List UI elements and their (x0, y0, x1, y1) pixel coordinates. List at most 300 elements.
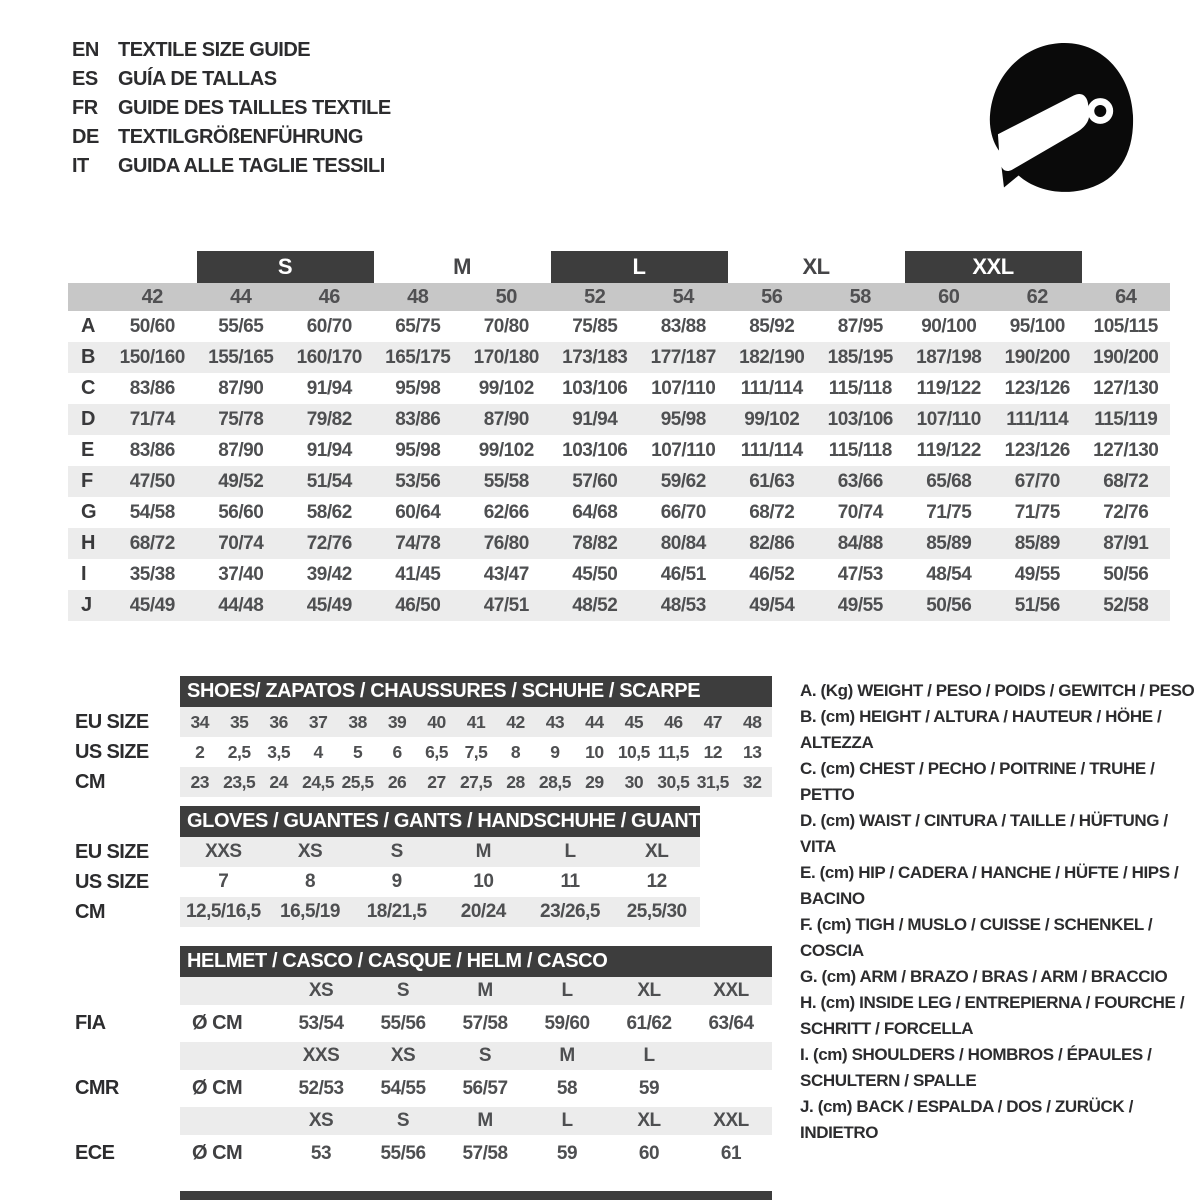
measurement-value: 84/88 (837, 532, 883, 554)
legend-item: C. (cm) CHEST / PECHO / POITRINE / TRUHE / PETTO (800, 759, 1155, 804)
row-letter: C (81, 377, 95, 399)
value-cell: 48 (743, 711, 762, 732)
measurement-value: 76/80 (483, 532, 529, 554)
language-row (72, 94, 391, 123)
measurement-value: 103/106 (562, 377, 628, 399)
value-cell: 53 (310, 1142, 332, 1164)
section-header (68, 676, 772, 707)
measurement-value: 83/86 (395, 408, 441, 430)
measurement-value: 47/53 (837, 563, 883, 585)
measurement-value: 165/175 (385, 346, 451, 368)
helmet-icon (973, 28, 1145, 206)
value-cell: 9 (550, 741, 560, 762)
measurement-value: 91/94 (306, 377, 352, 399)
measurement-value: 55/58 (483, 470, 529, 492)
measurement-value: 170/180 (473, 346, 539, 368)
value-cell: 11,5 (657, 741, 689, 762)
language-row (72, 152, 391, 181)
language-code: EN (72, 39, 99, 61)
value-cell: 60 (638, 1142, 660, 1164)
measurement-value: 107/110 (916, 408, 981, 430)
value-cell: 31,5 (696, 771, 729, 792)
measurement-row (68, 435, 1170, 466)
value-cell: 56/57 (462, 1077, 508, 1099)
helmet-size-label: XS (390, 1045, 416, 1066)
value-cell: 45 (624, 711, 644, 732)
helmet-values-row (68, 1135, 772, 1172)
measurement-row (68, 311, 1170, 342)
measurement-value: 90/100 (921, 315, 977, 337)
size-number-row (68, 283, 1170, 311)
measurement-value: 58/62 (306, 501, 352, 523)
value-cell: XL (645, 841, 669, 862)
unit-spacer (180, 1107, 280, 1135)
value-cell: 52/53 (298, 1077, 344, 1099)
legend-item: G. (cm) ARM / BRAZO / BRAS / ARM / BRACCIO (800, 967, 1168, 986)
value-cell: 7,5 (464, 741, 488, 762)
helmet-sizes-row (68, 1042, 772, 1070)
row-side-label: EU SIZE (75, 710, 149, 733)
value-cell: 7 (218, 871, 229, 892)
row-side-label: CM (75, 770, 105, 793)
measurement-value: 53/56 (395, 470, 441, 492)
language-title-list (72, 36, 391, 181)
measurement-value: 99/102 (478, 377, 534, 399)
measurement-value: 65/75 (395, 315, 441, 337)
measurement-legend (800, 678, 1200, 1146)
value-cell: 36 (269, 711, 288, 732)
value-cell: 13 (743, 741, 762, 762)
measurement-value: 123/126 (1004, 377, 1070, 399)
row-side-label: US SIZE (75, 870, 149, 893)
value-cell: 24,5 (302, 771, 335, 792)
value-cell: L (564, 841, 576, 862)
value-cell: 42 (506, 711, 525, 732)
measurement-value: 51/56 (1014, 594, 1060, 616)
value-cell: 20/24 (460, 901, 506, 922)
measurement-value: 111/114 (1006, 408, 1069, 430)
standard-label: CMR (75, 1077, 119, 1099)
value-cell: 35 (229, 711, 249, 732)
value-cell: 46 (664, 711, 683, 732)
measurement-row (68, 342, 1170, 373)
measurement-value: 119/122 (916, 439, 981, 461)
row-side-spacer (68, 1042, 180, 1070)
values-grid (180, 737, 772, 767)
measurement-value: 57/60 (572, 470, 618, 492)
measurement-value: 107/110 (651, 439, 716, 461)
value-cell: XXS (205, 841, 242, 862)
section-row (68, 767, 772, 797)
helmet-size-label: M (559, 1045, 575, 1066)
measurement-value: 46/50 (395, 594, 441, 616)
helmet-sizes-row (68, 1107, 772, 1135)
measurement-value: 85/89 (926, 532, 972, 554)
textile-size-table (68, 251, 1170, 621)
measurement-value: 95/98 (660, 408, 706, 430)
value-cell: 3,5 (267, 741, 291, 762)
sizes-grid (180, 977, 772, 1005)
value-cell (690, 1070, 772, 1107)
shoes-size-table (68, 676, 772, 797)
measurement-row (68, 404, 1170, 435)
legend-item: E. (cm) HIP / CADERA / HANCHE / HÜFTE / HIPS / BACINO (800, 863, 1179, 908)
size-group-s: S (197, 251, 374, 283)
measurement-value: 64/68 (572, 501, 618, 523)
language-title: GUÍA DE TALLAS (118, 68, 277, 90)
section-side-spacer (68, 946, 180, 977)
size-number: 54 (672, 285, 694, 308)
value-cell: 6,5 (425, 741, 448, 762)
language-code: DE (72, 126, 99, 148)
measurement-value: 70/74 (837, 501, 883, 523)
value-cell: 53/54 (298, 1012, 344, 1034)
row-letter: G (81, 501, 97, 523)
language-row (72, 123, 391, 152)
measurement-value: 50/56 (926, 594, 972, 616)
helmet-size-label: M (477, 980, 493, 1001)
measurement-value: 82/86 (749, 532, 795, 554)
measurement-value: 115/119 (1094, 408, 1158, 430)
unit-cell: Ø CM (192, 1012, 243, 1034)
size-number: 62 (1026, 285, 1048, 308)
value-cell: 55/56 (380, 1142, 426, 1164)
unit-cell: Ø CM (192, 1077, 243, 1099)
measurement-value: 85/92 (749, 315, 795, 337)
measurement-value: 103/106 (562, 439, 628, 461)
section-row (68, 897, 700, 927)
size-number: 58 (849, 285, 871, 308)
measurement-value: 91/94 (306, 439, 352, 461)
value-cell: 24 (269, 771, 288, 792)
measurement-value: 190/200 (1004, 346, 1070, 368)
measurement-value: 87/90 (218, 377, 264, 399)
language-title: TEXTILE SIZE GUIDE (118, 39, 311, 61)
measurement-value: 99/102 (744, 408, 800, 430)
value-cell: 4 (313, 741, 323, 762)
unit-spacer (180, 977, 280, 1005)
values-grid (180, 1070, 772, 1107)
size-number: 64 (1115, 285, 1137, 308)
corner-spacer (68, 283, 108, 311)
value-cell: 28 (506, 771, 525, 792)
measurement-value: 63/66 (837, 470, 883, 492)
size-group-row (68, 251, 1170, 283)
measurement-value: 78/82 (572, 532, 618, 554)
gloves-size-table (68, 806, 706, 927)
measurement-value: 45/49 (306, 594, 352, 616)
size-group-xl: XL (802, 254, 830, 279)
language-code: ES (72, 68, 98, 90)
value-cell: 61/62 (626, 1012, 672, 1034)
language-code: FR (72, 97, 98, 119)
measurement-value: 61/63 (749, 470, 795, 492)
measurement-value: 55/65 (218, 315, 264, 337)
measurement-value: 44/48 (218, 594, 264, 616)
row-side-label: US SIZE (75, 740, 149, 763)
helmet-values-row (68, 1070, 772, 1107)
measurement-value: 71/75 (926, 501, 972, 523)
value-cell: 18/21,5 (366, 901, 427, 922)
measurement-value: 74/78 (395, 532, 441, 554)
measurement-value: 103/106 (827, 408, 893, 430)
value-cell: S (390, 841, 403, 862)
measurement-value: 35/38 (129, 563, 175, 585)
measurement-value: 119/122 (916, 377, 981, 399)
values-grid (180, 1135, 772, 1172)
values-grid (180, 707, 772, 737)
size-number: 42 (141, 285, 163, 308)
measurement-value: 49/55 (1014, 563, 1060, 585)
row-letter: J (81, 594, 92, 616)
unit-spacer (180, 1042, 280, 1070)
row-letter: B (81, 346, 95, 368)
section-title-bar: SHOES/ ZAPATOS / CHAUSSURES / SCHUHE / SCARPE (180, 676, 772, 707)
row-letter: E (81, 439, 94, 461)
measurement-value: 85/89 (1014, 532, 1060, 554)
measurement-value: 54/58 (129, 501, 175, 523)
measurement-value: 37/40 (218, 563, 264, 585)
row-letter: D (81, 408, 95, 430)
value-cell: 9 (391, 871, 402, 892)
values-grid (180, 837, 700, 867)
measurement-row (68, 497, 1170, 528)
value-cell: 55/56 (380, 1012, 426, 1034)
measurement-value: 68/72 (129, 532, 175, 554)
value-cell: 10,5 (617, 741, 650, 762)
helmet-size-label: S (478, 1045, 492, 1066)
measurement-value: 83/86 (129, 377, 175, 399)
measurement-row (68, 466, 1170, 497)
value-cell: 39 (387, 711, 407, 732)
size-number: 46 (318, 285, 340, 308)
value-cell: 63/64 (708, 1012, 754, 1034)
helmet-size-label: L (561, 980, 573, 1001)
value-cell: 37 (308, 711, 328, 732)
measurement-value: 49/54 (749, 594, 795, 616)
value-cell: 16,5/19 (280, 901, 340, 922)
value-cell: 27,5 (459, 771, 493, 792)
value-cell: 57/58 (462, 1142, 508, 1164)
measurement-value: 105/115 (1093, 315, 1158, 337)
measurement-value: 111/114 (740, 439, 803, 461)
values-grid (180, 1005, 772, 1042)
value-cell: 30 (624, 771, 644, 792)
bottom-bar (180, 1191, 772, 1200)
measurement-value: 87/90 (483, 408, 529, 430)
measurement-value: 187/198 (916, 346, 982, 368)
measurement-value: 150/160 (119, 346, 185, 368)
measurement-row (68, 559, 1170, 590)
measurement-value: 107/110 (651, 377, 716, 399)
value-cell: 2,5 (227, 741, 251, 762)
row-letter: F (81, 470, 93, 492)
row-letter: H (81, 532, 95, 554)
value-cell: 58 (556, 1077, 578, 1099)
measurement-value: 48/52 (572, 594, 618, 616)
measurement-value: 83/88 (660, 315, 706, 337)
measurement-value: 46/51 (660, 563, 706, 585)
measurement-value: 45/49 (129, 594, 175, 616)
value-cell: 25,5/30 (626, 901, 687, 922)
value-cell: 59/60 (544, 1012, 590, 1034)
value-cell: 8 (510, 741, 521, 762)
legend-item: I. (cm) SHOULDERS / HOMBROS / ÉPAULES / SCHULTERN / SPALLE (800, 1045, 1152, 1090)
section-side-spacer (68, 676, 180, 707)
size-number: 48 (407, 285, 429, 308)
helmet-size-label: XXL (713, 980, 749, 1001)
legend-item: A. (Kg) WEIGHT / PESO / POIDS / GEWITCH / PESO (800, 681, 1195, 700)
value-cell: 5 (352, 741, 363, 762)
measurement-value: 115/118 (828, 377, 892, 399)
language-title: GUIDE DES TAILLES TEXTILE (118, 97, 391, 119)
measurement-value: 51/54 (306, 470, 352, 492)
helmet-size-label: XL (637, 1110, 661, 1131)
helmet-size-label: XXL (713, 1110, 749, 1131)
row-side-spacer (68, 1107, 180, 1135)
measurement-value: 95/100 (1009, 315, 1065, 337)
measurement-value: 70/74 (218, 532, 264, 554)
measurement-value: 68/72 (749, 501, 795, 523)
section-title-bar: GLOVES / GUANTES / GANTS / HANDSCHUHE / GUANTI (180, 806, 700, 837)
measurement-row (68, 373, 1170, 404)
measurement-value: 127/130 (1093, 377, 1159, 399)
measurement-value: 60/64 (395, 501, 441, 523)
values-grid (180, 867, 700, 897)
size-number: 44 (230, 285, 252, 308)
value-cell: 12,5/16,5 (185, 901, 261, 922)
standard-label: FIA (75, 1012, 106, 1034)
value-cell: 43 (545, 711, 565, 732)
language-row (72, 65, 391, 94)
section-row (68, 867, 700, 897)
section-side-spacer (68, 806, 180, 837)
measurement-value: 47/50 (129, 470, 175, 492)
measurement-value: 45/50 (572, 563, 618, 585)
measurement-value: 173/183 (562, 346, 628, 368)
language-title: TEXTILGRÖßENFÜHRUNG (118, 126, 363, 148)
helmet-size-label: L (561, 1110, 573, 1131)
language-row (72, 36, 391, 65)
value-cell: 54/55 (380, 1077, 426, 1099)
legend-item: D. (cm) WAIST / CINTURA / TAILLE / HÜFTUNG / VITA (800, 811, 1168, 856)
value-cell: 30,5 (657, 771, 690, 792)
helmet-size-label: S (396, 1110, 410, 1131)
standard-label: ECE (75, 1142, 115, 1164)
helmet-size-label: XS (308, 980, 334, 1001)
measurement-value: 182/190 (739, 346, 805, 368)
measurement-value: 95/98 (395, 439, 441, 461)
measurement-value: 80/84 (660, 532, 706, 554)
value-cell: 23,5 (223, 771, 256, 792)
measurement-row (68, 590, 1170, 621)
measurement-value: 70/80 (483, 315, 529, 337)
value-cell: 57/58 (462, 1012, 508, 1034)
row-side-label: CM (75, 900, 105, 923)
helmet-sizes-row (68, 977, 772, 1005)
helmet-size-label (690, 1042, 772, 1070)
measurement-value: 48/54 (926, 563, 972, 585)
measurement-value: 185/195 (827, 346, 893, 368)
measurement-value: 41/45 (395, 563, 441, 585)
measurement-value: 155/165 (208, 346, 274, 368)
measurement-value: 50/56 (1103, 563, 1149, 585)
measurement-value: 127/130 (1093, 439, 1159, 461)
helmet-size-label: XS (308, 1110, 334, 1131)
measurement-value: 52/58 (1103, 594, 1149, 616)
measurement-value: 71/74 (129, 408, 175, 430)
helmet-size-label: M (477, 1110, 493, 1131)
size-number: 50 (495, 285, 517, 308)
value-cell: 59 (638, 1077, 660, 1099)
measurement-value: 39/42 (306, 563, 352, 585)
value-cell: 32 (743, 771, 762, 792)
value-cell: 61 (720, 1142, 742, 1164)
measurement-value: 115/118 (828, 439, 892, 461)
measurement-value: 49/52 (218, 470, 264, 492)
language-title: GUIDA ALLE TAGLIE TESSILI (118, 155, 385, 177)
value-cell: 25,5 (341, 771, 374, 792)
value-cell: 12 (646, 871, 667, 892)
value-cell: 59 (556, 1142, 578, 1164)
size-number: 60 (938, 285, 960, 308)
measurement-value: 91/94 (572, 408, 618, 430)
size-group-l: L (551, 251, 728, 283)
measurement-value: 72/76 (306, 532, 352, 554)
value-cell: 28,5 (538, 771, 571, 792)
legend-item: H. (cm) INSIDE LEG / ENTREPIERNA / FOURCHE / SCHRITT / FORCELLA (800, 993, 1185, 1038)
measurement-value: 67/70 (1014, 470, 1060, 492)
size-number: 56 (761, 285, 783, 308)
value-cell: 6 (392, 741, 402, 762)
measurement-value: 47/51 (483, 594, 529, 616)
value-cell: 29 (585, 771, 604, 792)
measurement-value: 56/60 (218, 501, 264, 523)
measurement-value: 99/102 (478, 439, 534, 461)
measurement-value: 87/91 (1103, 532, 1149, 554)
value-cell: 34 (190, 711, 209, 732)
helmet-size-label: S (396, 980, 410, 1001)
value-cell: 11 (560, 871, 580, 892)
measurement-value: 46/52 (749, 563, 795, 585)
section-header (68, 946, 772, 977)
section-row (68, 837, 700, 867)
sizes-grid (180, 1107, 772, 1135)
measurement-value: 48/53 (660, 594, 706, 616)
measurement-value: 95/98 (395, 377, 441, 399)
measurement-value: 43/47 (483, 563, 529, 585)
measurement-value: 75/85 (572, 315, 618, 337)
helmet-size-label: XL (637, 980, 661, 1001)
value-cell: 44 (585, 711, 604, 732)
value-cell: 40 (427, 711, 446, 732)
section-header (68, 806, 706, 837)
helmet-size-label: L (643, 1045, 655, 1066)
measurement-value: 75/78 (218, 408, 264, 430)
measurement-value: 60/70 (306, 315, 352, 337)
value-cell: 23/26,5 (540, 901, 600, 922)
measurement-value: 87/90 (218, 439, 264, 461)
measurement-value: 59/62 (660, 470, 706, 492)
value-cell: 38 (348, 711, 367, 732)
measurement-value: 79/82 (306, 408, 352, 430)
legend-item: F. (cm) TIGH / MUSLO / CUISSE / SCHENKEL / COSCIA (800, 915, 1153, 960)
value-cell: 26 (387, 771, 407, 792)
value-cell: 8 (304, 871, 316, 892)
row-side-spacer (68, 977, 180, 1005)
row-letter: A (81, 315, 95, 337)
legend-item: B. (cm) HEIGHT / ALTURA / HAUTEUR / HÖHE / ALTEZZA (800, 707, 1162, 752)
